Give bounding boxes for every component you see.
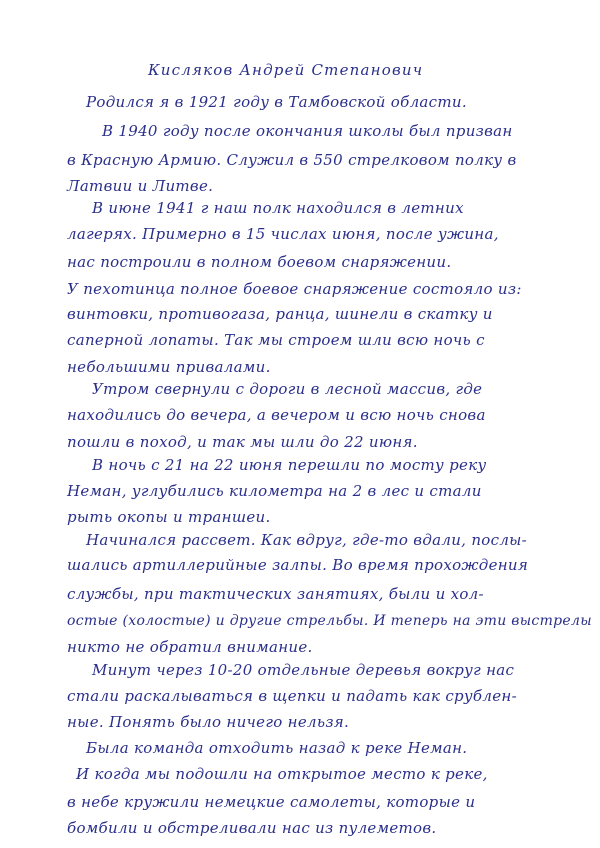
text-line: В ночь с 21 на 22 июня перешли по мосту реку <box>92 456 487 474</box>
text-line: И когда мы подошли на открытое место к реке, <box>76 765 488 783</box>
text-line: Начинался рассвет. Как вдруг, где-то вдали, послы- <box>86 531 528 549</box>
text-line: никто не обратил внимание. <box>67 638 313 656</box>
text-line: бомбили и обстреливали нас из пулеметов. <box>67 819 437 837</box>
text-line: В 1940 году после окончания школы был призван <box>102 122 513 140</box>
text-line: остые (холостые) и другие стрельбы. И теперь на эти выстрелы <box>67 613 592 629</box>
text-line: рыть окопы и траншеи. <box>67 508 271 526</box>
text-line: пошли в поход, и так мы шли до 22 июня. <box>67 433 418 451</box>
text-line: службы, при тактических занятиях, были и хол- <box>67 585 484 603</box>
text-line: шались артиллерийные залпы. Во время прохождения <box>67 556 529 574</box>
text-line: Минут через 10-20 отдельные деревья вокруг нас <box>92 661 515 679</box>
text-line: в Красную Армию. Служил в 550 стрелковом полку в <box>67 151 517 169</box>
text-line: Утром свернули с дороги в лесной массив, где <box>92 380 483 398</box>
text-line: У пехотинца полное боевое снаряжение состояло из: <box>67 280 522 298</box>
text-line: стали раскалываться в щепки и падать как срублен- <box>67 687 517 705</box>
text-line: небольшими привалами. <box>67 358 271 376</box>
text-line: Родился я в 1921 году в Тамбовской области. <box>86 93 467 111</box>
author-name: Кисляков Андрей Степанович <box>148 61 424 79</box>
text-line: Была команда отходить назад к реке Неман. <box>86 739 468 757</box>
text-line: Латвии и Литве. <box>67 177 214 195</box>
text-line: лагерях. Примерно в 15 числах июня, после ужина, <box>67 225 499 243</box>
text-line: ные. Понять было ничего нельзя. <box>67 713 350 731</box>
text-line: В июне 1941 г наш полк находился в летних <box>92 199 464 217</box>
text-line: винтовки, противогаза, ранца, шинели в скатку и <box>67 305 493 323</box>
text-line: нас построили в полном боевом снаряжении. <box>67 253 452 271</box>
text-line: находились до вечера, а вечером и всю ночь снова <box>67 406 486 424</box>
text-line: в небе кружили немецкие самолеты, которые и <box>67 793 476 811</box>
text-line: саперной лопаты. Так мы строем шли всю ночь с <box>67 331 485 349</box>
text-line: Неман, углубились километра на 2 в лес и стали <box>67 482 482 500</box>
